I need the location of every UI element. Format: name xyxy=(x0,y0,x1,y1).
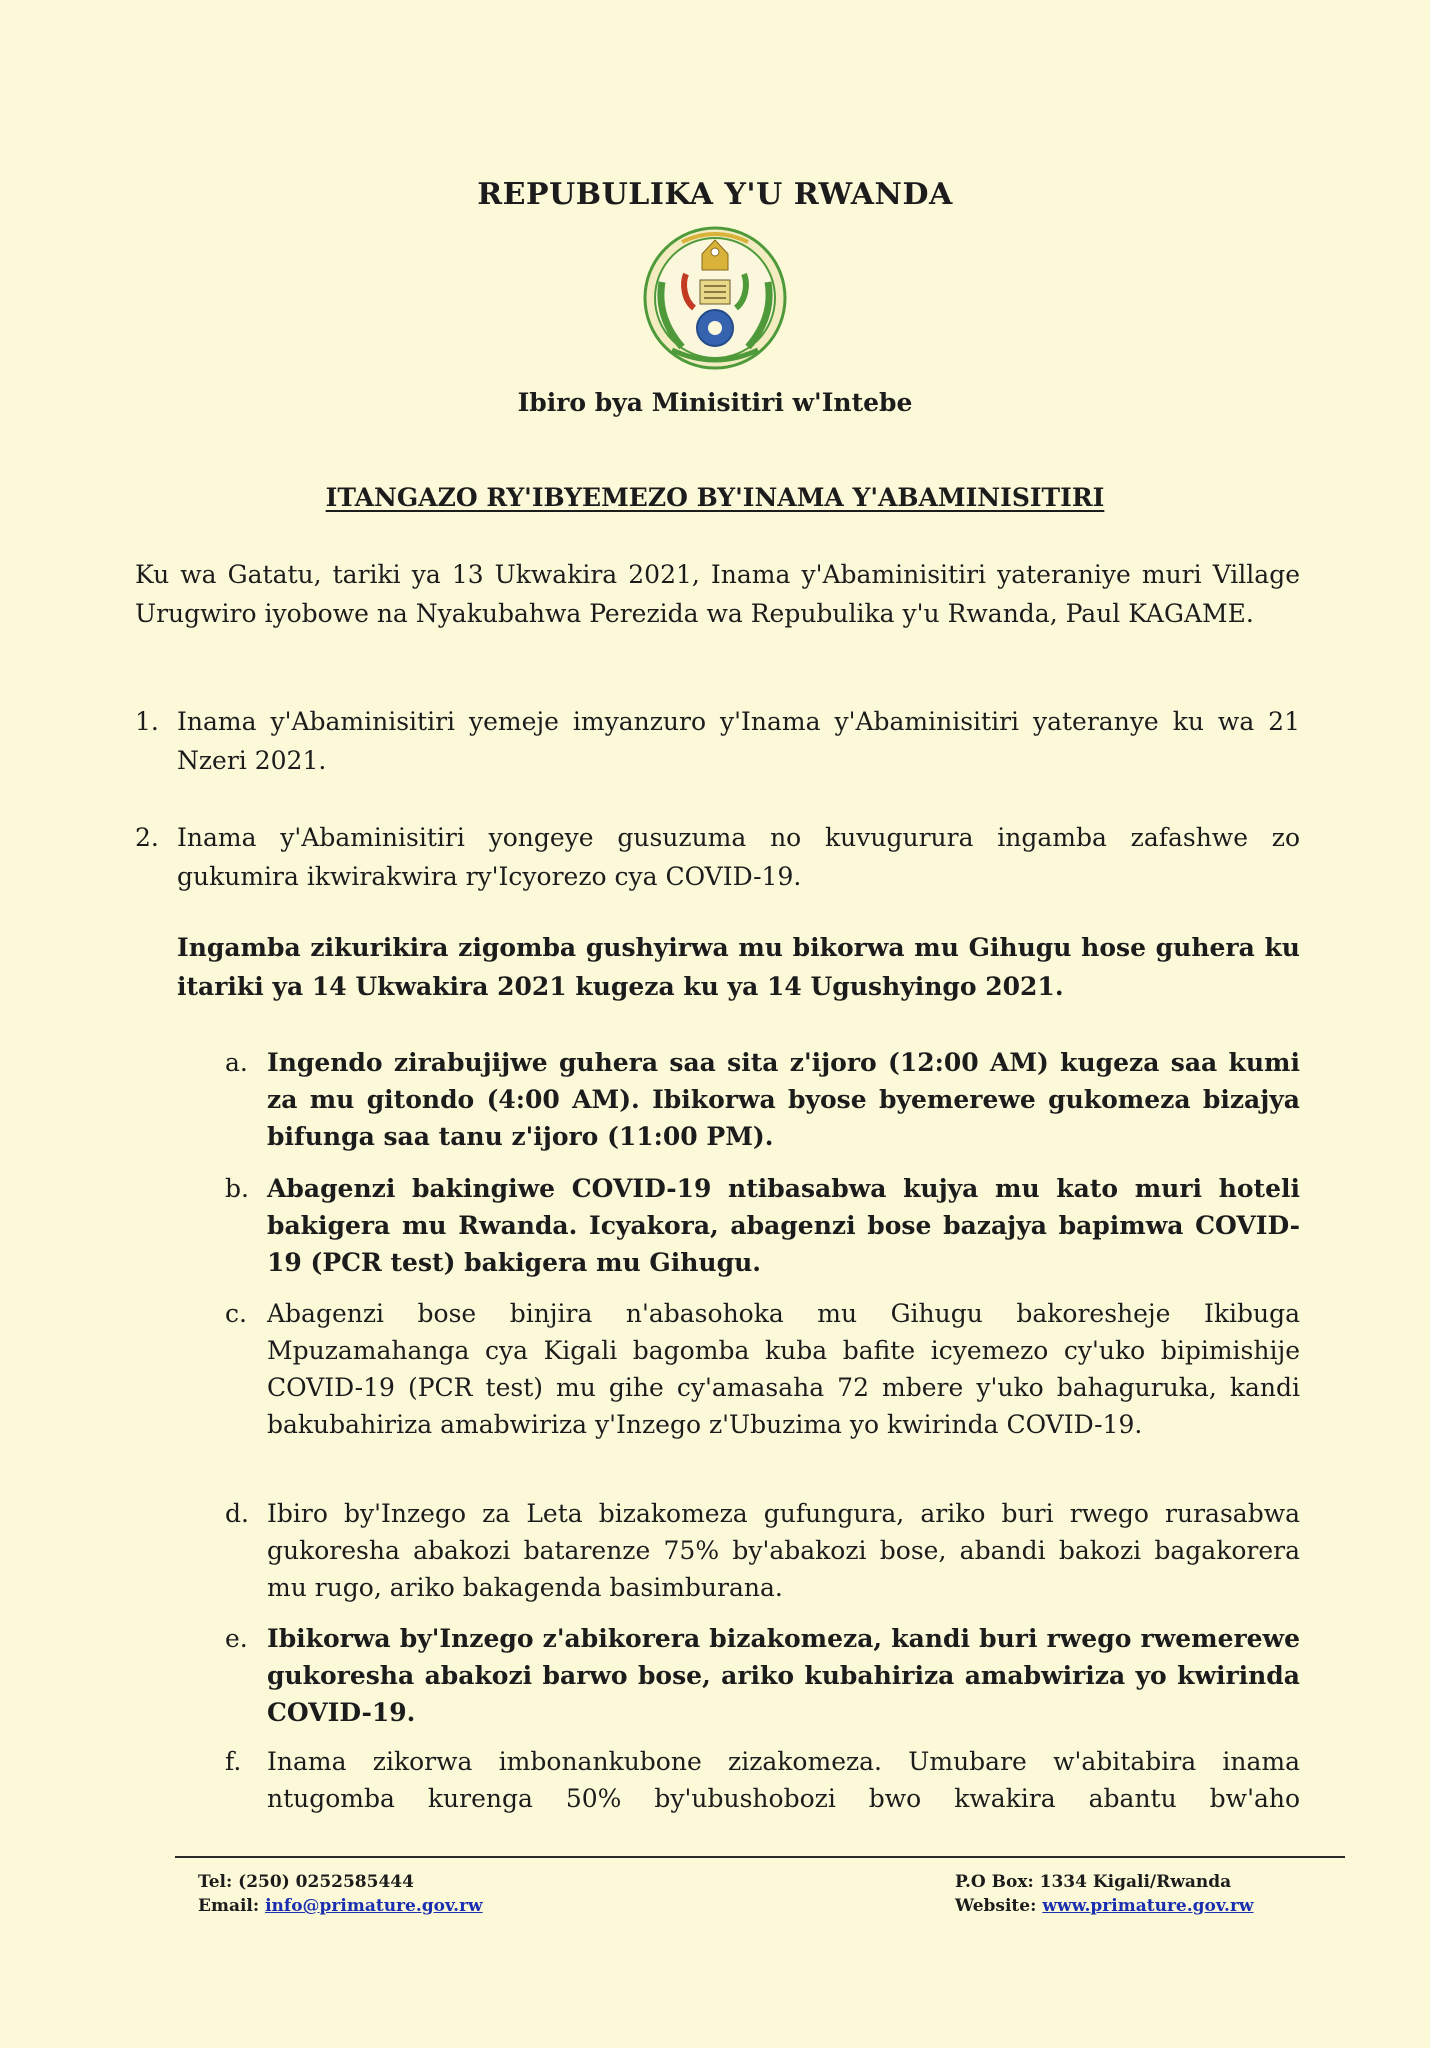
footer-tel: Tel: (250) 0252585444 xyxy=(198,1872,414,1892)
footer-divider xyxy=(175,1856,1345,1858)
office-heading: Ibiro bya Minisitiri w'Intebe xyxy=(517,388,913,417)
sub-item-text: Ingendo zirabujijwe guhera saa sita z'ijoro (12:00 AM) kugeza saa kumi za mu gitondo (4:00 AM). Ibikorwa byose byemerewe gukomeza bizajya bifunga saa tanu z'ijoro (11:00 PM). xyxy=(267,1048,1300,1151)
sub-item-marker: d. xyxy=(225,1499,249,1528)
sub-item-marker: e. xyxy=(225,1624,248,1653)
sub-item-text: Abagenzi bose binjira n'abasohoka mu Gihugu bakoresheje Ikibuga Mpuzamahanga cya Kigali bagomba kuba bafite icyemezo cy'uko bipimishije COVID-19 (PCR test) mu gihe cy'amasaha 72 mbere y'uko bahaguruka, kandi bakubahiriza amabwiriza y'Inzego z'Ubuzima yo kwirinda COVID-19. xyxy=(267,1299,1300,1439)
sub-item-text: Abagenzi bakingiwe COVID-19 ntibasabwa kujya mu kato muri hoteli bakigera mu Rwanda. Icyakora, abagenzi bose bazajya bapimwa COVID-19 (PCR test) bakigera mu Gihugu. xyxy=(267,1174,1300,1277)
footer-pobox: P.O Box: 1334 Kigali/Rwanda xyxy=(955,1872,1232,1892)
sub-item-marker: f. xyxy=(225,1747,242,1776)
sub-item-marker: a. xyxy=(225,1048,248,1077)
footer-contact xyxy=(198,1870,483,1918)
numbered-item-2 xyxy=(135,818,1300,896)
item-text: Inama y'Abaminisitiri yemeje imyanzuro y'Inama y'Abaminisitiri yateranye ku wa 21 Nzeri 2021. xyxy=(177,707,1300,775)
sub-item-c xyxy=(225,1295,1300,1443)
sub-item-f xyxy=(225,1743,1300,1817)
intro-paragraph: Ku wa Gatatu, tariki ya 13 Ukwakira 2021, Inama y'Abaminisitiri yateraniye muri Village Urugwiro iyobowe na Nyakubahwa Perezida wa Repubulika y'u Rwanda, Paul KAGAME. xyxy=(135,560,1300,628)
national-seal-icon xyxy=(642,222,788,374)
footer-email-label: Email: xyxy=(198,1896,260,1916)
item-marker: 2. xyxy=(135,823,159,852)
footer-email-row xyxy=(198,1894,483,1918)
item-marker: 1. xyxy=(135,707,159,736)
document-title: ITANGAZO RY'IBYEMEZO BY'INAMA Y'ABAMINISITIRI xyxy=(325,483,1105,512)
republic-heading: REPUBULIKA Y'U RWANDA xyxy=(477,177,953,212)
footer-email-link[interactable]: info@primature.gov.rw xyxy=(265,1896,483,1916)
measures-intro: Ingamba zikurikira zigomba gushyirwa mu bikorwa mu Gihugu hose guhera ku itariki ya 14 Ukwakira 2021 kugeza ku ya 14 Ugushyingo 2021. xyxy=(177,933,1300,1001)
sub-item-a xyxy=(225,1044,1300,1155)
sub-item-d xyxy=(225,1495,1300,1606)
item-text: Inama y'Abaminisitiri yongeye gusuzuma no kuvugurura ingamba zafashwe zo gukumira ikwirakwira ry'Icyorezo cya COVID-19. xyxy=(177,823,1300,891)
footer-website-label: Website: xyxy=(955,1896,1037,1916)
footer-website-link[interactable]: www.primature.gov.rw xyxy=(1042,1896,1254,1916)
sub-item-text: Inama zikorwa imbonankubone zizakomeza. Umubare w'abitabira inama ntugomba kurenga 50% by'ubushobozi bwo kwakira abantu bw'aho xyxy=(267,1747,1300,1813)
sub-item-b xyxy=(225,1170,1300,1281)
footer-website-row xyxy=(955,1894,1254,1918)
sub-item-marker: c. xyxy=(225,1299,247,1328)
sub-item-e xyxy=(225,1620,1300,1731)
sub-item-marker: b. xyxy=(225,1174,249,1203)
numbered-item-1 xyxy=(135,702,1300,780)
sub-item-text: Ibiro by'Inzego za Leta bizakomeza gufungura, ariko buri rwego rurasabwa gukoresha abakozi batarenze 75% by'abakozi bose, abandi bakozi bagakorera mu rugo, ariko bakagenda basimburana. xyxy=(267,1499,1300,1602)
footer-address xyxy=(955,1870,1254,1918)
sub-item-text: Ibikorwa by'Inzego z'abikorera bizakomeza, kandi buri rwego rwemerewe gukoresha abakozi barwo bose, ariko kubahiriza amabwiriza yo kwirinda COVID-19. xyxy=(267,1624,1300,1727)
